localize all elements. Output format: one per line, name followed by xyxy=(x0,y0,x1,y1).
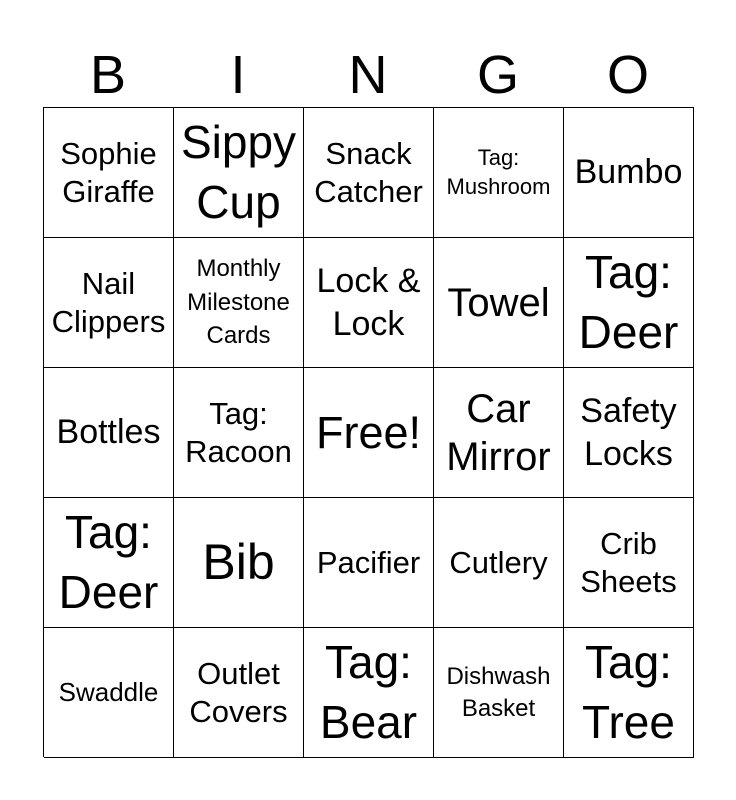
bingo-cell[interactable] xyxy=(564,498,694,628)
bingo-cell[interactable] xyxy=(44,628,174,758)
cell-label: Towel xyxy=(447,280,550,325)
cell-label: Cutlery xyxy=(449,544,548,580)
cell-label: Snack Catcher xyxy=(314,136,423,209)
cell-label: Swaddle xyxy=(58,676,159,707)
bingo-cell[interactable] xyxy=(434,498,564,628)
cell-label: Tag: Mushroom xyxy=(446,144,551,199)
cell-label: Nail Clippers xyxy=(51,266,166,339)
cell-label: Bumbo xyxy=(574,153,683,192)
header-letter-n: N xyxy=(348,45,388,105)
header-letter-b: B xyxy=(89,45,127,105)
cell-label: Tag: Racoon xyxy=(185,396,292,469)
bingo-cell[interactable] xyxy=(564,368,694,498)
cell-label: Safety Locks xyxy=(580,392,677,473)
cell-label: Free! xyxy=(315,406,422,458)
cell-label: Bib xyxy=(202,533,275,590)
bingo-cell[interactable] xyxy=(44,498,174,628)
cell-label: Outlet Covers xyxy=(189,656,288,729)
bingo-cell[interactable] xyxy=(174,628,304,758)
cell-label: Crib Sheets xyxy=(580,526,677,599)
bingo-cell[interactable] xyxy=(434,628,564,758)
bingo-cell[interactable] xyxy=(434,368,564,498)
header-letter-g: G xyxy=(476,45,519,105)
cell-label: Sippy Cup xyxy=(180,115,297,228)
bingo-cell[interactable] xyxy=(44,238,174,368)
free-cell[interactable] xyxy=(304,368,434,498)
bingo-cell[interactable] xyxy=(304,498,434,628)
cell-label: Monthly Milestone Cards xyxy=(187,255,290,350)
bingo-cell[interactable] xyxy=(564,628,694,758)
cell-label: Pacifier xyxy=(316,544,421,580)
header-letter-o: O xyxy=(606,45,649,105)
bingo-cell[interactable] xyxy=(44,108,174,238)
bingo-cell[interactable] xyxy=(304,108,434,238)
cell-label: Dishwash Basket xyxy=(446,663,551,722)
header-letter-i: I xyxy=(230,45,246,105)
bingo-header xyxy=(43,42,693,108)
cell-label: Tag: Bear xyxy=(319,635,418,748)
bingo-cell[interactable] xyxy=(564,238,694,368)
bingo-cell[interactable] xyxy=(434,108,564,238)
bingo-cell[interactable] xyxy=(174,238,304,368)
bingo-cell[interactable] xyxy=(434,238,564,368)
cell-label: Bottles xyxy=(56,413,161,452)
bingo-cell[interactable] xyxy=(44,368,174,498)
bingo-cell[interactable] xyxy=(174,368,304,498)
cell-label: Sophie Giraffe xyxy=(60,136,157,209)
cell-label: Tag: Tree xyxy=(582,635,675,748)
cell-label: Car Mirror xyxy=(446,386,551,479)
cell-label: Lock & Lock xyxy=(316,262,421,343)
bingo-cell[interactable] xyxy=(564,108,694,238)
bingo-cell[interactable] xyxy=(174,498,304,628)
cell-label: Tag: Deer xyxy=(578,245,679,358)
bingo-board xyxy=(43,107,694,757)
bingo-cell[interactable] xyxy=(304,628,434,758)
bingo-cell[interactable] xyxy=(174,108,304,238)
bingo-cell[interactable] xyxy=(304,238,434,368)
cell-label: Tag: Deer xyxy=(58,505,159,618)
